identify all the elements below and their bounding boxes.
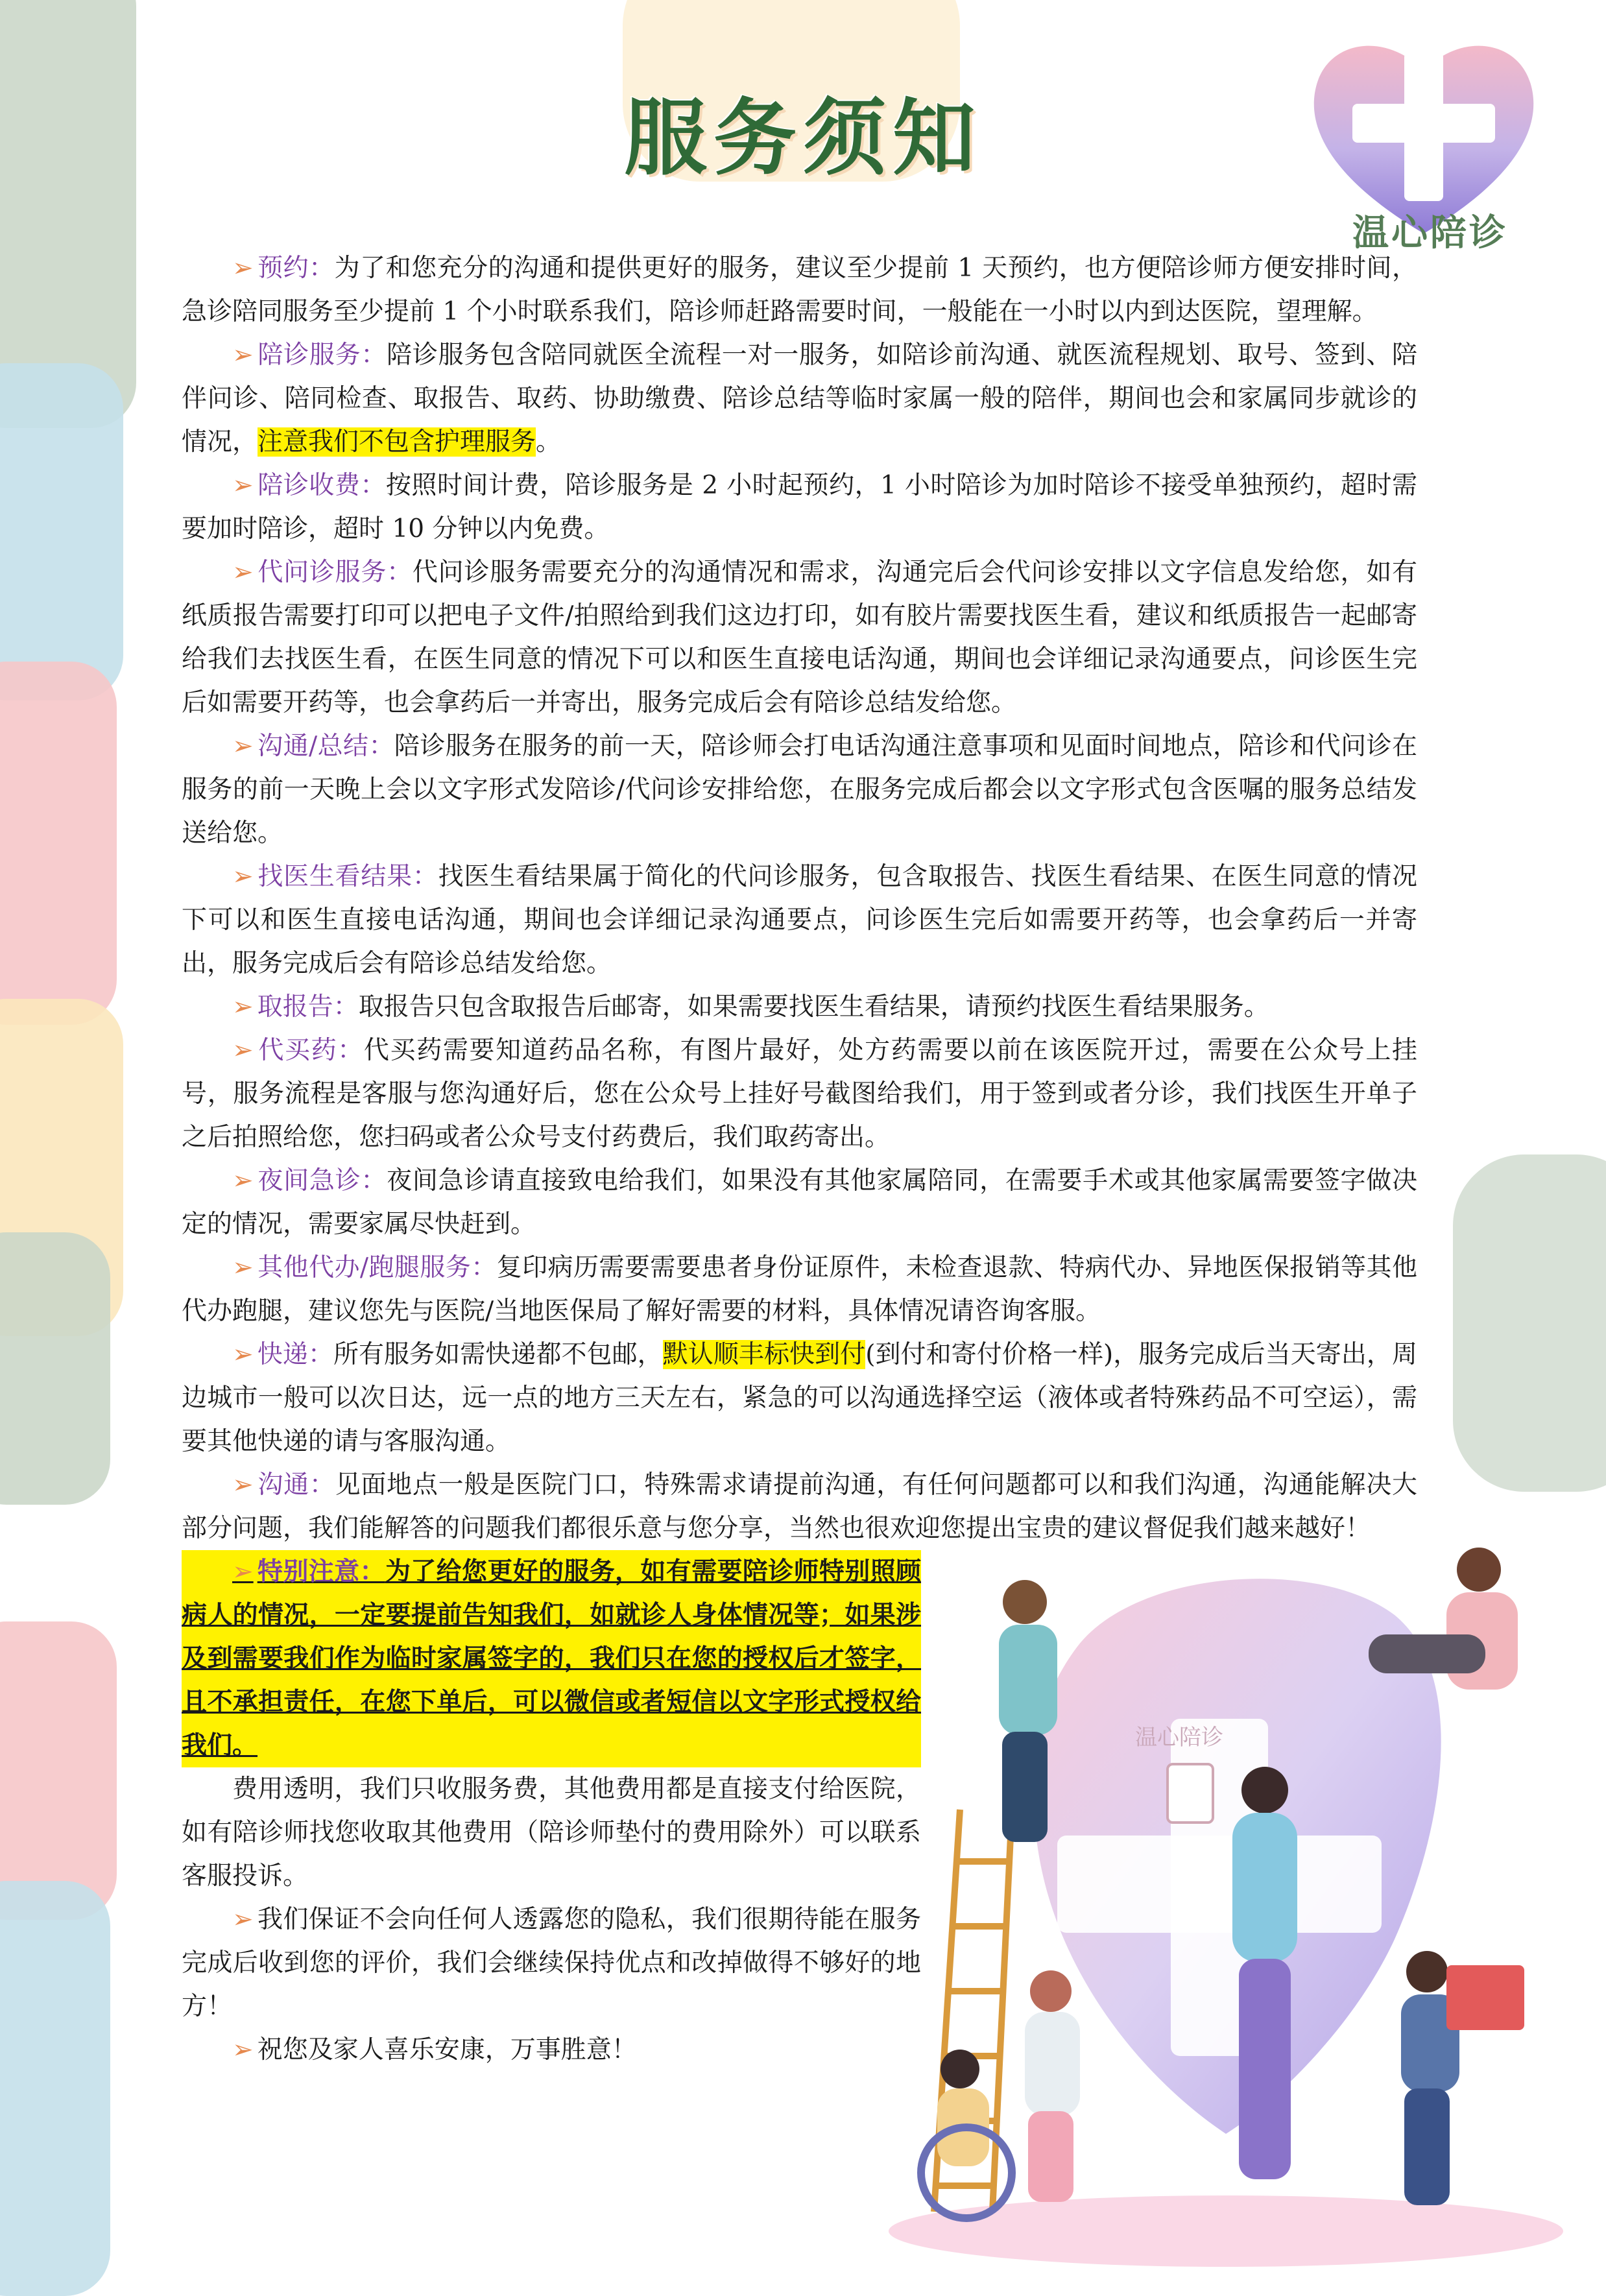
arrow-icon: ➢ bbox=[232, 1253, 254, 1282]
closing-text: 祝您及家人喜乐安康，万事胜意！ bbox=[257, 2035, 637, 2064]
special-label: 特别注意： bbox=[257, 1557, 385, 1586]
puzzle-piece-blue bbox=[0, 363, 123, 700]
item-communication-summary bbox=[182, 724, 1417, 855]
closing-privacy bbox=[182, 1898, 921, 2028]
item-text: 代买药需要知道药品名称，有图片最好，处方药需要以前在该医院开过，需要在公众号上挂号，服务流程是客服与您沟通好后，您在公众号上挂好号截图给我们，用于签到或者分诊，我们找医生开单子之后拍照给您，您扫码或者公众号支付药费后，我们取药寄出。 bbox=[182, 1036, 1417, 1152]
item-buy-medicine bbox=[182, 1029, 1417, 1159]
special-text: 为了给您更好的服务，如有需要陪诊师特别照顾病人的情况，一定要提前告知我们，如就诊人身体情况等；如果涉及到需要我们作为临时家属签字的，我们只在您的授权后才签字，且不承担责任，在您下单后，可以微信或者短信以文字形式授权给我们。 bbox=[182, 1557, 921, 1760]
item-label: 其他代办/跑腿服务： bbox=[257, 1253, 497, 1282]
closing-text: 费用透明，我们只收服务费，其他费用都是直接支付给医院，如有陪诊师找您收取其他费用（陪诊师垫付的费用除外）可以联系客服投诉。 bbox=[182, 1775, 921, 1891]
item-label: 陪诊服务： bbox=[257, 341, 387, 370]
item-tail: 。 bbox=[536, 427, 562, 457]
item-text: 夜间急诊请直接致电给我们，如果没有其他家属陪同，在需要手术或其他家属需要签字做决定的情况，需要家属尽快赶到。 bbox=[182, 1166, 1417, 1239]
arrow-icon: ➢ bbox=[232, 558, 254, 587]
arrow-icon: ➢ bbox=[232, 862, 254, 891]
arrow-icon: ➢ bbox=[232, 1557, 254, 1586]
item-text: 按照时间计费，陪诊服务是 2 小时起预约，1 小时陪诊为加时陪诊不接受单独预约，超时需要加时陪诊，超时 10 分钟以内免费。 bbox=[182, 471, 1417, 544]
arrow-icon: ➢ bbox=[232, 1470, 254, 1500]
item-text: 陪诊服务包含陪同就医全流程一对一服务，如陪诊前沟通、就医流程规划、取号、签到、陪伴问诊、陪同检查、取报告、取药、协助缴费、陪诊总结等临时家属一般的陪伴，期间也会和家属同步就诊的情况， bbox=[182, 341, 1417, 457]
closing-wishes bbox=[182, 2028, 921, 2072]
puzzle-piece-pink bbox=[0, 662, 117, 1025]
item-night-emergency bbox=[182, 1159, 1417, 1246]
item-proxy-consult bbox=[182, 551, 1417, 724]
item-label: 沟通/总结： bbox=[257, 732, 394, 761]
arrow-icon: ➢ bbox=[232, 2035, 254, 2064]
arrow-icon: ➢ bbox=[232, 254, 254, 283]
item-label: 夜间急诊： bbox=[257, 1166, 387, 1195]
item-label: 快递： bbox=[257, 1340, 333, 1369]
arrow-icon: ➢ bbox=[232, 732, 254, 761]
puzzle-piece-green-mid bbox=[0, 1232, 110, 1505]
item-label: 陪诊收费： bbox=[257, 471, 386, 500]
item-text: 所有服务如需快递都不包邮， bbox=[333, 1340, 663, 1369]
arrow-icon: ➢ bbox=[232, 992, 254, 1022]
item-fees bbox=[182, 464, 1417, 551]
item-report-pickup bbox=[182, 985, 1417, 1029]
item-escort-service bbox=[182, 333, 1417, 464]
item-tail: (到付和寄付价格一样)，服务完成后当天寄出，周边城市一般可以次日达，远一点的地方三天左右，紧急的可以沟通选择空运（液体或者特殊药品不可空运），需要其他快递的请与客服沟通。 bbox=[182, 1340, 1417, 1456]
item-text: 找医生看结果属于简化的代问诊服务，包含取报告、找医生看结果、在医生同意的情况下可以和医生直接电话沟通，期间也会详细记录沟通要点，问诊医生完后如需要开药等，也会拿药后一并寄出，服务完成后会有陪诊总结发给您。 bbox=[182, 862, 1417, 978]
special-notice bbox=[182, 1550, 921, 1767]
arrow-icon: ➢ bbox=[232, 471, 254, 500]
item-text: 复印病历需要需要患者身份证原件，未检查退款、特病代办、异地医保报销等其他代办跑腿，建议您先与医院/当地医保局了解好需要的材料，具体情况请咨询客服。 bbox=[182, 1253, 1417, 1326]
item-label: 找医生看结果： bbox=[257, 862, 438, 891]
item-text: 取报告只包含取报告后邮寄，如果需要找医生看结果，请预约找医生看结果服务。 bbox=[358, 992, 1269, 1022]
closing-text: 我们保证不会向任何人透露您的隐私，我们很期待能在服务完成后收到您的评价，我们会继续保持优点和改掉做得不够好的地方！ bbox=[182, 1905, 921, 2021]
item-text: 陪诊服务在服务的前一天，陪诊师会打电话沟通注意事项和见面时间地点，陪诊和代问诊在服务的前一天晚上会以文字形式发陪诊/代问诊安排给您，在服务完成后都会以文字形式包含医嘱的服务总结发送给您。 bbox=[182, 732, 1417, 848]
highlight-text: 默认顺丰标快到付 bbox=[662, 1340, 866, 1369]
arrow-icon: ➢ bbox=[232, 1340, 254, 1369]
illustration-watermark: 温心陪诊 bbox=[1135, 1725, 1223, 1751]
arrow-icon: ➢ bbox=[232, 1036, 254, 1065]
medical-escort-illustration bbox=[863, 1485, 1606, 2274]
item-text: 代问诊服务需要充分的沟通情况和需求，沟通完后会代问诊安排以文字信息发给您，如有纸质报告需要打印可以把电子文件/拍照给到我们这边打印，如有胶片需要找医生看，建议和纸质报告一起邮寄给我们去找医生看，在医生同意的情况下可以和医生直接电话沟通，期间也会详细记录沟通要点，问诊医生完后如需要开药等，也会拿药后一并寄出，服务完成后会有陪诊总结发给您。 bbox=[182, 558, 1417, 717]
item-other-errands bbox=[182, 1246, 1417, 1333]
puzzle-piece-pink-low bbox=[0, 1621, 117, 1920]
page-title: 服务须知 bbox=[623, 90, 982, 187]
item-label: 沟通： bbox=[257, 1470, 335, 1500]
item-text: 见面地点一般是医院门口，特殊需求请提前沟通，有任何问题都可以和我们沟通，沟通能解决大部分问题，我们能解答的问题我们都很乐意与您分享，当然也很欢迎您提出宝贵的建议督促我们越来越好！ bbox=[182, 1470, 1417, 1543]
item-label: 预约： bbox=[257, 254, 335, 283]
puzzle-piece-green-right bbox=[1453, 1154, 1606, 1492]
item-label: 代问诊服务： bbox=[257, 558, 413, 587]
item-label: 代买药： bbox=[257, 1036, 364, 1065]
closing-transparency bbox=[182, 1767, 921, 1898]
item-delivery bbox=[182, 1333, 1417, 1463]
item-appointment bbox=[182, 246, 1417, 333]
arrow-icon: ➢ bbox=[232, 1166, 254, 1195]
arrow-icon: ➢ bbox=[232, 341, 254, 370]
logo-text: 温心陪诊 bbox=[1352, 212, 1508, 254]
highlight-text: 注意我们不包含护理服务 bbox=[258, 427, 536, 457]
puzzle-piece-blue-low bbox=[0, 1881, 110, 2296]
item-label: 取报告： bbox=[257, 992, 359, 1022]
item-text: 为了和您充分的沟通和提供更好的服务，建议至少提前 1 天预约，也方便陪诊师方便安排时间，急诊陪同服务至少提前 1 个小时联系我们，陪诊师赶路需要时间，一般能在一小时以内到达医院，望理解。 bbox=[182, 254, 1417, 326]
arrow-icon: ➢ bbox=[232, 1905, 254, 1934]
item-doctor-results bbox=[182, 855, 1417, 985]
